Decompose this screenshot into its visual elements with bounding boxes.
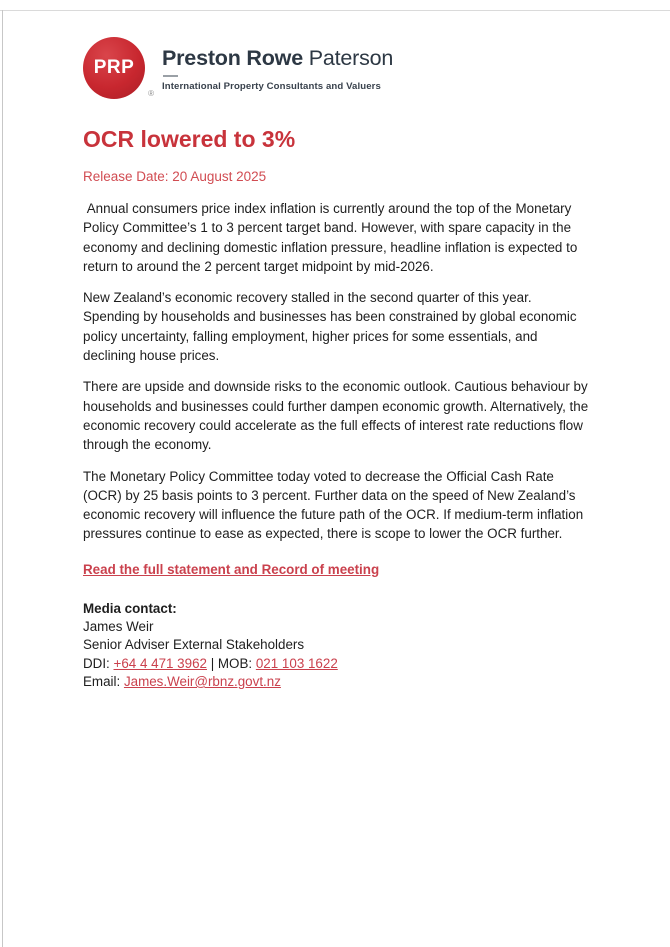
email-link[interactable]: James.Weir@rbnz.govt.nz <box>123 673 281 689</box>
brand-header <box>83 36 590 100</box>
paragraph-inflation: Annual consumers price index inflation is currently around the top of the Monetary Policy Committee’s 1 to 3 percent target band. However, with spare capacity in the economy and declining domestic inflation pressure, headline inflation is expected to return to around the 2 percent target midpoint by mid-2026. <box>83 201 581 274</box>
mobile-phone-link[interactable]: 021 103 1622 <box>255 655 338 671</box>
contact-email-line <box>83 673 590 691</box>
document-content <box>83 36 590 691</box>
paragraph-decision: The Monetary Policy Committee today voted to decrease the Official Cash Rate (OCR) by 25 basis points to 3 percent. Further data on the speed of New Zealand’s economic recovery will influence the future path of the OCR. If medium-term inflation pressures continue to ease as expected, there is scope to lower the OCR further. <box>83 468 587 542</box>
page-title: OCR lowered to 3% <box>83 126 296 152</box>
ddi-phone-link[interactable]: +64 4 471 3962 <box>113 655 207 671</box>
ddi-label: DDI: <box>83 655 114 671</box>
prp-logo-text: PRP <box>93 57 135 78</box>
media-contact-block <box>83 600 590 691</box>
brand-tagline: International Property Consultants and Valuers <box>162 81 381 92</box>
brand-text-block <box>162 44 393 92</box>
brand-divider <box>163 75 178 77</box>
statement-link-row <box>83 561 590 579</box>
article-body <box>83 199 590 544</box>
page-top-edge <box>0 10 670 11</box>
paragraph-risks: There are upside and downside risks to the economic outlook. Cautious behaviour by households and businesses could further dampen economic growth. Alternatively, the economic recovery could accelerate as the full effects of interest rate reductions flow through the economy. <box>83 379 592 453</box>
brand-name-primary: Preston Rowe <box>162 46 303 70</box>
registered-trademark-symbol: ® <box>148 89 154 98</box>
paragraph-recovery: New Zealand’s economic recovery stalled in the second quarter of this year. Spending by households and businesses has been constrained by global economic policy uncertainty, falling employment, higher prices for some essentials, and declining house prices. <box>83 290 581 364</box>
media-contact-heading: Media contact: <box>83 600 177 616</box>
contact-phone-line <box>83 655 590 673</box>
page-left-edge <box>2 10 3 947</box>
contact-role: Senior Adviser External Stakeholders <box>83 637 305 653</box>
prp-logo-icon <box>83 37 154 99</box>
release-date: Release Date: 20 August 2025 <box>83 169 267 184</box>
contact-name: James Weir <box>83 619 154 635</box>
brand-name-secondary: Paterson <box>302 46 394 70</box>
phone-separator: | MOB: <box>206 655 256 671</box>
brand-name <box>162 46 393 71</box>
email-label: Email: <box>83 673 124 689</box>
full-statement-link[interactable]: Read the full statement and Record of meeting <box>83 561 380 577</box>
